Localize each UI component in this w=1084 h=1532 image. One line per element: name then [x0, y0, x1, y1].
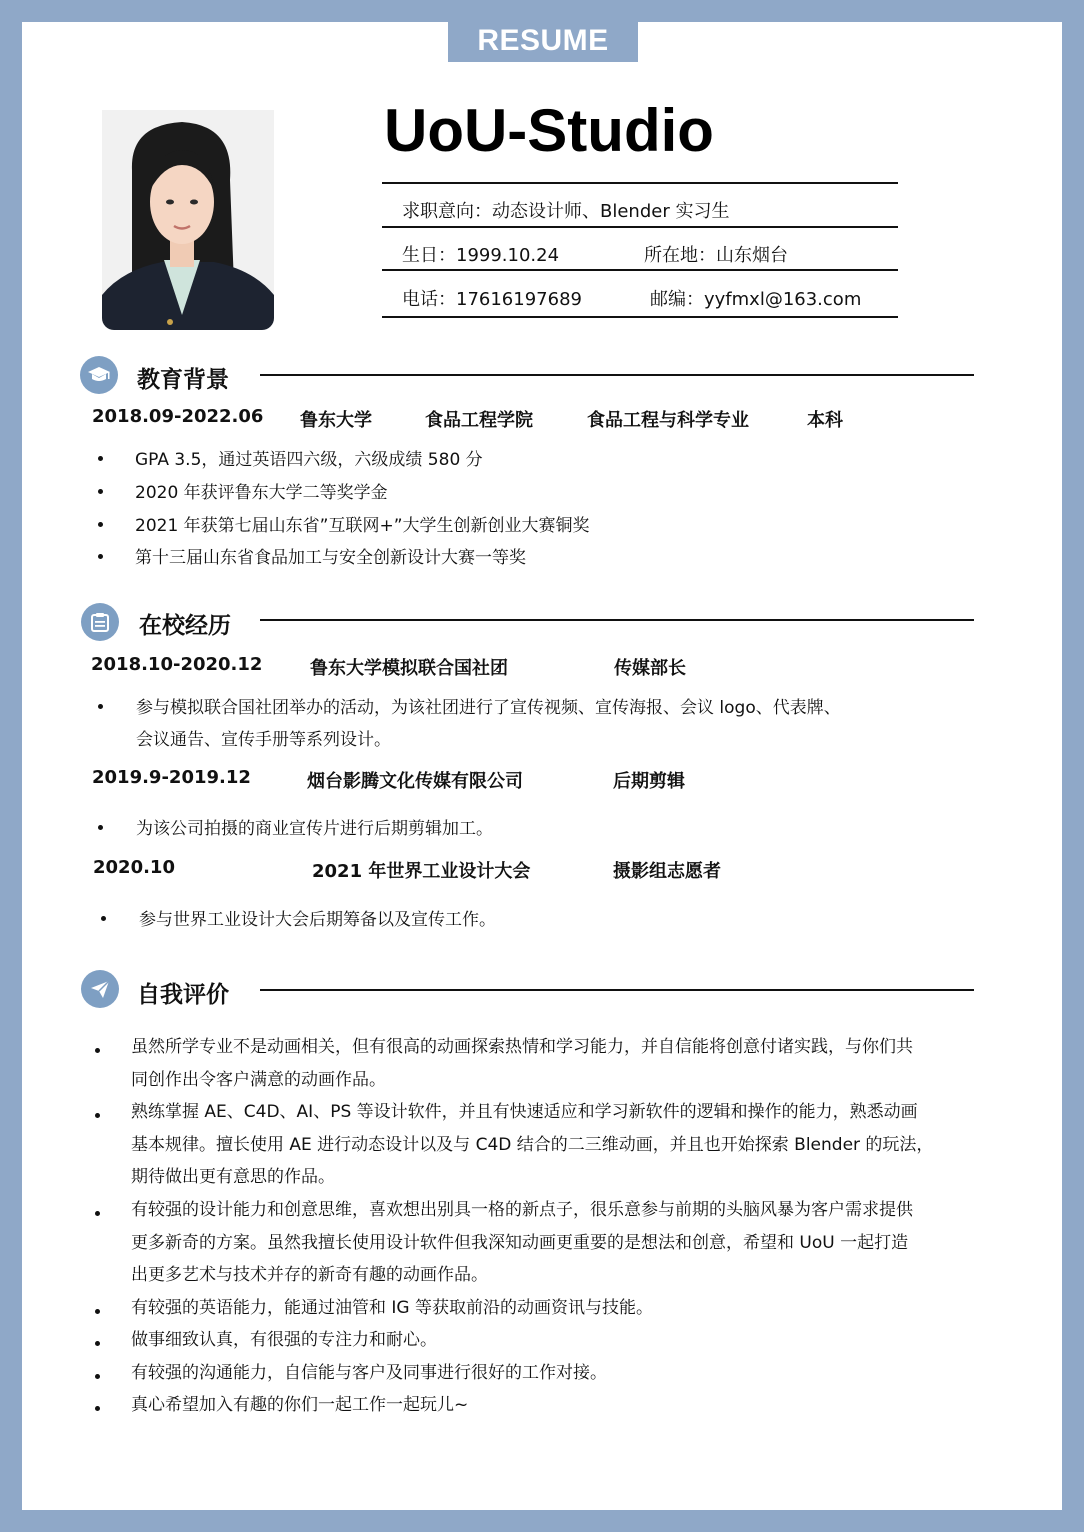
self-item-line: 虽然所学专业不是动画相关，但有很高的动画探索热情和学习能力，并自信能将创意付诸实践，与你们共 — [131, 1037, 913, 1057]
exp-org: 鲁东大学模拟联合国社团 — [310, 658, 508, 679]
divider — [382, 182, 898, 184]
self-item-line: 基本规律。擅长使用 AE 进行动态设计以及与 C4D 结合的二三维动画，并且也开始探索 Blender 的玩法， — [131, 1134, 934, 1155]
section-title-campus: 在校经历 — [139, 613, 231, 639]
bullet — [101, 916, 106, 921]
edu-major: 食品工程与科学专业 — [587, 410, 749, 431]
exp-role: 传媒部长 — [614, 658, 686, 679]
divider — [382, 269, 898, 271]
exp-org: 烟台影腾文化传媒有限公司 — [307, 771, 523, 792]
exp-period: 2019.9-2019.12 — [92, 767, 251, 788]
self-item-line: 有较强的设计能力和创意思维，喜欢想出别具一格的新点子，很乐意参与前期的头脑风暴为客户需求提供 — [131, 1200, 913, 1220]
bullet — [95, 1048, 100, 1053]
self-item-line: 做事细致认真，有很强的专注力和耐心。 — [131, 1330, 437, 1350]
self-item — [131, 1324, 971, 1357]
exp-desc: 参与世界工业设计大会后期筹备以及宣传工作。 — [139, 910, 496, 930]
bullet — [98, 456, 103, 461]
resume-tab: RESUME — [448, 20, 638, 62]
phone: 电话：17616197689 — [402, 289, 582, 310]
exp-desc: 为该公司拍摄的商业宣传片进行后期剪辑加工。 — [136, 819, 493, 839]
bullet — [98, 522, 103, 527]
section-divider — [260, 989, 974, 991]
bullet — [98, 825, 103, 830]
edu-period: 2018.09-2022.06 — [92, 406, 264, 427]
clipboard-icon — [81, 603, 119, 641]
exp-role: 摄影组志愿者 — [613, 861, 721, 882]
self-item-line: 期待做出更有意思的作品。 — [131, 1167, 335, 1187]
section-title-self: 自我评价 — [137, 982, 229, 1008]
self-item-line: 出更多艺术与技术并存的新奇有趣的动画作品。 — [131, 1265, 488, 1285]
edu-item: GPA 3.5，通过英语四六级，六级成绩 580 分 — [135, 450, 483, 470]
self-item-line: 更多新奇的方案。虽然我擅长使用设计软件但我深知动画更重要的是想法和创意，希望和 UoU 一起打造 — [131, 1232, 909, 1253]
self-item-line: 同创作出令客户满意的动画作品。 — [131, 1069, 386, 1090]
bullet — [98, 489, 103, 494]
bullet — [95, 1406, 100, 1411]
bullet — [95, 1341, 100, 1346]
bullet — [95, 1374, 100, 1379]
graduation-cap-icon — [80, 356, 118, 394]
profile-photo — [102, 110, 274, 330]
location: 所在地：山东烟台 — [644, 245, 788, 266]
bullet — [95, 1113, 100, 1118]
exp-desc: 会议通告、宣传手册等系列设计。 — [136, 730, 391, 750]
section-title-education: 教育背景 — [137, 367, 229, 393]
divider — [382, 316, 898, 318]
self-item — [131, 1096, 971, 1194]
bullet — [95, 1309, 100, 1314]
bullet — [98, 704, 103, 709]
exp-desc: 参与模拟联合国社团举办的活动，为该社团进行了宣传视频、宣传海报、会议 logo、代表牌、 — [136, 698, 841, 718]
divider — [382, 226, 898, 228]
edu-degree: 本科 — [807, 410, 843, 431]
bullet — [95, 1211, 100, 1216]
exp-role: 后期剪辑 — [613, 771, 685, 792]
self-item — [131, 1389, 971, 1422]
self-item-line: 真心希望加入有趣的你们一起工作一起玩儿~ — [131, 1395, 469, 1415]
exp-period: 2020.10 — [93, 857, 175, 878]
job-intent: 求职意向：动态设计师、Blender 实习生 — [402, 201, 730, 222]
self-item-line: 有较强的英语能力，能通过油管和 IG 等获取前沿的动画资讯与技能。 — [131, 1298, 653, 1318]
email: 邮编：yyfmxl@163.com — [650, 289, 862, 310]
bullet — [98, 554, 103, 559]
exp-org: 2021 年世界工业设计大会 — [312, 861, 531, 882]
self-item — [131, 1031, 971, 1096]
edu-item: 2021 年获第七届山东省”互联网+”大学生创新创业大赛铜奖 — [135, 516, 590, 536]
exp-period: 2018.10-2020.12 — [91, 654, 263, 675]
edu-item: 2020 年获评鲁东大学二等奖学金 — [135, 483, 388, 503]
edu-college: 食品工程学院 — [425, 410, 533, 431]
applicant-name: UoU-Studio — [384, 97, 714, 164]
edu-school: 鲁东大学 — [300, 410, 372, 431]
self-item-line: 有较强的沟通能力，自信能与客户及同事进行很好的工作对接。 — [131, 1363, 607, 1383]
section-divider — [260, 374, 974, 376]
self-item — [131, 1292, 971, 1325]
birthday: 生日：1999.10.24 — [402, 245, 560, 266]
self-item — [131, 1357, 971, 1390]
paper-plane-icon — [81, 970, 119, 1008]
edu-item: 第十三届山东省食品加工与安全创新设计大赛一等奖 — [135, 548, 526, 568]
self-item-line: 熟练掌握 AE、C4D、AI、PS 等设计软件，并且有快速适应和学习新软件的逻辑和操作的能力，熟悉动画 — [131, 1102, 918, 1122]
self-item — [131, 1194, 971, 1292]
section-divider — [260, 619, 974, 621]
